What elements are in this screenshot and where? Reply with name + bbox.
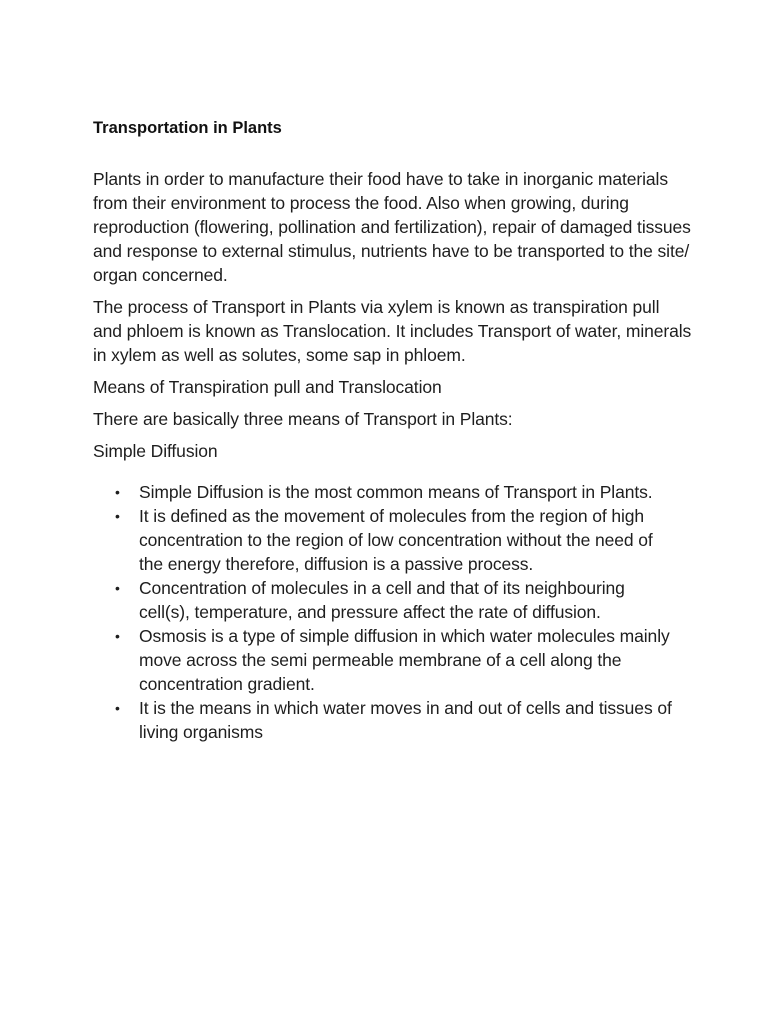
bullet-icon: • xyxy=(115,700,120,716)
simple-diffusion-heading: Simple Diffusion xyxy=(93,441,218,461)
document-title: Transportation in Plants xyxy=(93,119,282,137)
bullet-text: Simple Diffusion is the most common means of Transport in Plants. xyxy=(139,482,653,502)
list-item xyxy=(93,576,679,624)
transport-process-paragraph: The process of Transport in Plants via xylem is known as transpiration pull and phloem is known as Translocation. It includes Transport of water, minerals in xylem as well as solutes, some sap in phloem. xyxy=(93,297,692,365)
bullet-text: Osmosis is a type of simple diffusion in which water molecules mainly move across the semi permeable membrane of a cell along the concentration gradient. xyxy=(139,626,670,694)
diffusion-bullet-list xyxy=(93,480,693,744)
list-item xyxy=(93,696,679,744)
bullet-text: It is the means in which water moves in and out of cells and tissues of living organisms xyxy=(139,698,672,742)
bullet-text: It is defined as the movement of molecules from the region of high concentration to the region of low concentration without the need of the energy therefore, diffusion is a passive process. xyxy=(139,506,653,574)
document-page xyxy=(93,117,693,744)
bullet-icon: • xyxy=(115,628,120,644)
intro-paragraph: Plants in order to manufacture their food have to take in inorganic materials from their environment to process the food. Also when growing, during reproduction (flowering, pollination and fertilization), repair of damaged tissues and response to external stimulus, nutrients have to be transported to the site/ organ concerned. xyxy=(93,169,691,285)
means-heading: Means of Transpiration pull and Translocation xyxy=(93,377,442,397)
list-item xyxy=(93,480,679,504)
bullet-icon: • xyxy=(115,580,120,596)
bullet-icon: • xyxy=(115,484,120,500)
list-item xyxy=(93,624,679,696)
bullet-text: Concentration of molecules in a cell and that of its neighbouring cell(s), temperature, and pressure affect the rate of diffusion. xyxy=(139,578,625,622)
three-means-paragraph: There are basically three means of Transport in Plants: xyxy=(93,409,513,429)
list-item xyxy=(93,504,679,576)
bullet-icon: • xyxy=(115,508,120,524)
